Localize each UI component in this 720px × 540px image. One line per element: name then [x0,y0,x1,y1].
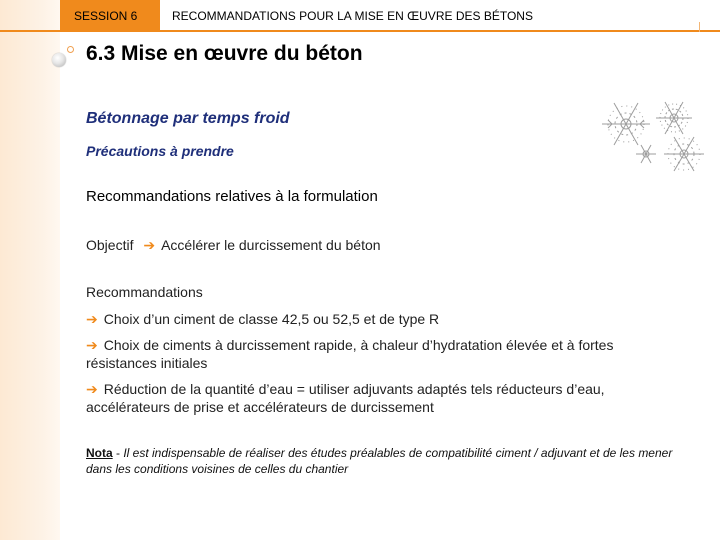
header-rule [0,30,720,32]
right-arrow-icon: ➔ [143,237,156,253]
recommendation-text: Choix de ciments à durcissement rapide, à chaleur d’hydratation élevée et à fortes résistances initiales [86,337,614,371]
formulation-heading: Recommandations relatives à la formulation [86,188,378,205]
recommendation-item [86,310,676,328]
note [86,445,686,477]
snowflakes-image [596,92,710,176]
section-title: Bétonnage par temps froid [86,110,290,127]
recommendations-title: Recommandations [86,284,203,300]
header-divider [699,22,700,32]
note-separator: - [112,446,124,460]
objective-text: Accélérer le durcissement du béton [161,237,381,253]
slide-title: 6.3 Mise en œuvre du béton [86,42,363,65]
note-label: Nota [86,446,113,460]
recommendation-item [86,380,676,416]
right-arrow-icon: ➔ [86,311,98,327]
objective-line [86,237,381,254]
right-arrow-icon: ➔ [86,337,98,353]
left-decorative-band [0,0,60,540]
title-bullet-small [67,46,74,53]
subtitle: Précautions à prendre [86,143,234,159]
note-text: Il est indispensable de réaliser des études préalables de compatibilité ciment / adjuvant et de les mener dans les conditions voisines de celles du chantier [86,446,673,476]
header-title: RECOMMANDATIONS POUR LA MISE EN ŒUVRE DES BÉTONS [172,9,533,23]
recommendation-text: Réduction de la quantité d’eau = utiliser adjuvants adaptés tels réducteurs d’eau, accélérateurs de prise et accélérateurs de durcissement [86,381,605,415]
objective-label: Objectif [86,237,134,253]
session-label: SESSION 6 [74,9,138,23]
right-arrow-icon: ➔ [86,381,98,397]
title-bullet-large [52,53,66,67]
recommendation-item [86,336,676,372]
recommendation-text: Choix d’un ciment de classe 42,5 ou 52,5 et de type R [103,311,440,327]
